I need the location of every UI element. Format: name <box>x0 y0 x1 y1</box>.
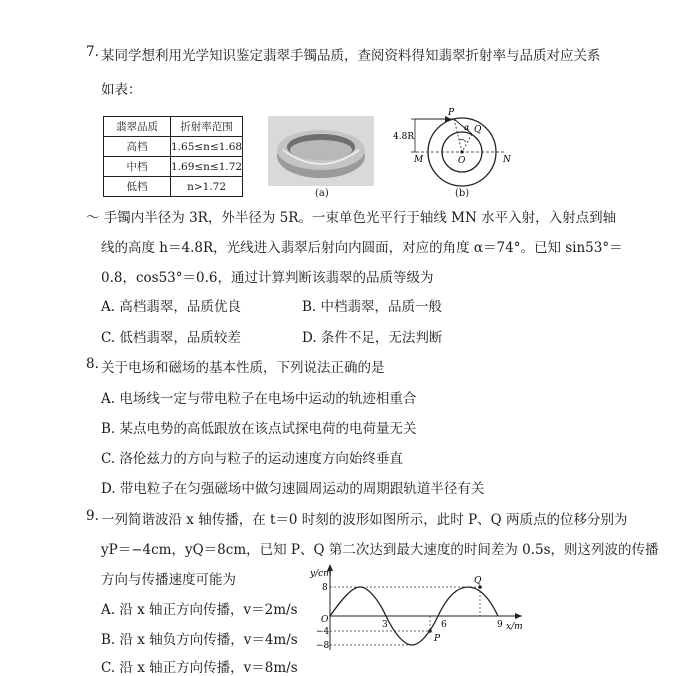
q7-stem-line1: 某同学想利用光学知识鉴定翡翠手镯品质，查阅资料得知翡翠折射率与品质对应关系 <box>101 48 601 64</box>
wave-graph <box>300 562 532 652</box>
point-q-label: Q <box>474 125 482 135</box>
q8-option-d: D. 带电粒子在匀强磁场中做匀速圆周运动的周期跟轨道半径有关 <box>101 481 485 497</box>
y-tick-8: 8 <box>322 583 328 593</box>
q9-option-a: A. 沿 x 轴正方向传播，v＝2m/s <box>101 602 298 618</box>
point-o-label: O <box>458 156 466 166</box>
y-axis-label: y/cm <box>310 569 332 579</box>
radius-oq <box>462 134 472 152</box>
radius-op <box>454 119 462 152</box>
table-cell: 低档 <box>104 177 171 197</box>
point-m-label: M <box>414 155 424 165</box>
q7-stem-line2: 如表： <box>101 82 142 98</box>
q7-option-b: B. 中档翡翠，品质一般 <box>302 299 443 315</box>
table-cell: 1.65≤n≤1.68 <box>171 137 243 157</box>
table-header-row <box>104 117 243 137</box>
table-row <box>104 177 243 197</box>
alpha-label: α <box>464 123 470 132</box>
y-tick-minus4: −4 <box>316 627 330 637</box>
q8-option-b: B. 某点电势的高低跟放在该点试探电荷的电荷量无关 <box>101 421 417 437</box>
table-cell: n>1.72 <box>171 177 243 197</box>
x-axis-label: x/m <box>506 622 523 632</box>
x-tick-3: 3 <box>382 620 388 630</box>
point-p-label: P <box>448 108 455 118</box>
q8-number: 8. <box>86 356 99 372</box>
q8-stem: 关于电场和磁场的基本性质，下列说法正确的是 <box>101 360 385 376</box>
q7-option-a: A. 高档翡翠，品质优良 <box>101 299 241 315</box>
point-p <box>428 629 432 633</box>
q7-option-d: D. 条件不足，无法判断 <box>302 330 443 346</box>
x-tick-6: 6 <box>441 620 447 630</box>
q8-option-a: A. 电场线一定与带电粒子在电场中运动的轨迹相重合 <box>101 391 417 407</box>
table-cell: 高档 <box>104 137 171 157</box>
table-row <box>104 157 243 177</box>
table-row <box>104 137 243 157</box>
table-header-cell: 翡翠品质 <box>104 117 171 137</box>
q7-option-c: C. 低档翡翠，品质较差 <box>101 330 241 346</box>
q9-option-b: B. 沿 x 轴负方向传播，v＝4m/s <box>101 632 298 648</box>
point-p-label: P <box>434 634 441 644</box>
ring-diagram <box>393 104 528 188</box>
q8-option-c: C. 洛伦兹力的方向与粒子的运动速度方向始终垂直 <box>101 451 403 467</box>
center-point <box>460 150 463 153</box>
q9-option-c: C. 沿 x 轴正方向传播，v＝8m/s <box>101 660 298 676</box>
q7-number: 7. <box>86 44 99 60</box>
bracelet-illustration <box>268 116 374 186</box>
q9-stem-line3: 方向与传播速度可能为 <box>101 572 236 588</box>
q7-stem-line3: ～ 手镯内半径为 3R，外半径为 5R。一束单色光平行于轴线 MN 水平入射，入射点到轴 <box>86 210 617 226</box>
table-cell: 中档 <box>104 157 171 177</box>
point-q-label: Q <box>474 576 482 586</box>
angle-arc <box>459 139 466 142</box>
q9-stem-line1: 一列简谐波沿 x 轴传播，在 t＝0 时刻的波形如图所示，此时 P、Q 两质点的位移分别为 <box>101 512 628 528</box>
figure-a-caption: (a) <box>315 188 329 199</box>
height-label: 4.8R <box>393 132 415 142</box>
point-n-label: N <box>503 155 511 165</box>
refractive-index-table <box>103 116 243 197</box>
figure-b-caption: (b) <box>455 188 470 199</box>
y-tick-minus8: −8 <box>316 641 330 651</box>
q7-stem-line4: 线的高度 h＝4.8R，光线进入翡翠后射向内圆面，对应的角度 α＝74°。已知 sin53°＝ <box>101 240 623 256</box>
q7-stem-line5: 0.8，cos53°＝0.6，通过计算判断该翡翠的品质等级为 <box>101 270 434 286</box>
table-header-cell: 折射率范围 <box>171 117 243 137</box>
q9-number: 9. <box>86 508 99 524</box>
table-cell: 1.69≤n≤1.72 <box>171 157 243 177</box>
bracelet-photo <box>268 116 374 186</box>
origin-label: O <box>321 615 329 625</box>
q9-stem-line2: yP＝−4cm，yQ＝8cm，已知 P、Q 第二次达到最大速度的时间差为 0.5s，则这列波的传播 <box>101 542 659 558</box>
x-tick-9: 9 <box>497 620 503 630</box>
